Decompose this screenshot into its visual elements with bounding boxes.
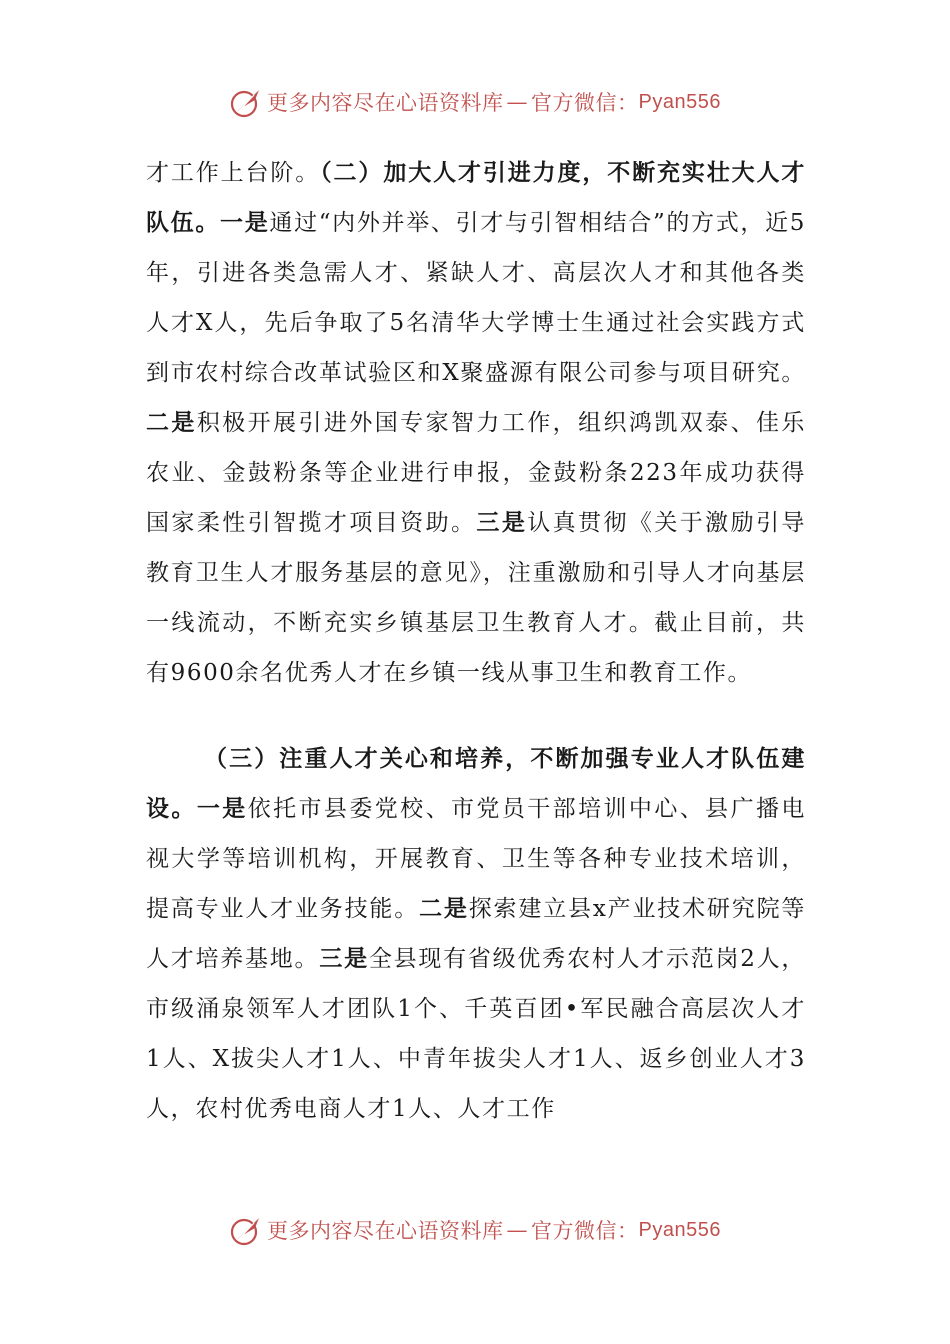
point-marker: 三是 — [476, 509, 528, 536]
point-text: 探索建立县x产业技术研究院等人才培养基地。 — [146, 896, 806, 972]
point-marker: 三是 — [319, 945, 369, 972]
quill-logo-icon — [229, 1213, 263, 1247]
point-text: 通过“内外并举、引才与引智相结合”的方式，近5年，引进各类急需人才、紧缺人才、高层次人才和其他各类人才X人，先后争取了5名清华大学博士生通过社会实践方式到市农村综合改革试验区和X聚盛源有限公司参与项目研究。 — [146, 210, 806, 386]
section-heading-3: （三）注重人才关心和培养，不断加强专业人才队伍建设。 — [146, 745, 806, 822]
watermark-separator: — — [506, 90, 529, 114]
point-text: 全县现有省级优秀农村人才示范岗2人，市级涌泉领军人才团队1个、千英百团•军民融合高层次人才1人、X拔尖人才1人、中青年拔尖人才1人、返乡创业人才3人，农村优秀电商人才1人、人才工作 — [146, 946, 807, 1122]
watermark-wechat-id: Pyan556 — [638, 1218, 721, 1241]
point-marker: 二是 — [419, 895, 469, 922]
document-body — [146, 148, 806, 1134]
watermark-wechat-label: 官方微信： — [531, 1219, 639, 1243]
paragraph-talent-training — [146, 734, 806, 1134]
watermark-separator: — — [506, 1218, 529, 1242]
point-text: 积极开展引进外国专家智力工作，组织鸿凯双泰、佳乐农业、金鼓粉条等企业进行申报，金鼓粉条223年成功获得国家柔性引智揽才项目资助。 — [146, 410, 807, 536]
point-text: 认真贯彻《关于激励引导教育卫生人才服务基层的意见》，注重激励和引导人才向基层一线流动，不断充实乡镇基层卫生教育人才。截止目前，共有9600余名优秀人才在乡镇一线从事卫生和教育工作。 — [146, 510, 807, 686]
quill-logo-icon — [229, 85, 263, 119]
point-marker: 一是 — [220, 209, 270, 236]
paragraph-lead: 才工作上台阶。 — [146, 160, 321, 186]
watermark-text: 更多内容尽在心语资料库 — [267, 91, 504, 115]
section-heading-2: （二）加大人才引进力度，不断充实壮大人才队伍。 — [146, 159, 807, 236]
watermark-text: 更多内容尽在心语资料库 — [267, 1219, 504, 1243]
point-marker: 二是 — [146, 409, 197, 436]
point-marker: 一是 — [196, 795, 248, 822]
header-watermark — [0, 82, 950, 122]
footer-watermark — [0, 1210, 950, 1250]
paragraph-talent-introduction — [146, 148, 806, 698]
watermark-wechat-label: 官方微信： — [531, 91, 639, 115]
watermark-wechat-id: Pyan556 — [638, 90, 721, 113]
point-text: 依托市县委党校、市党员干部培训中心、县广播电视大学等培训机构，开展教育、卫生等各种专业技术培训，提高专业人才业务技能。 — [146, 796, 807, 922]
